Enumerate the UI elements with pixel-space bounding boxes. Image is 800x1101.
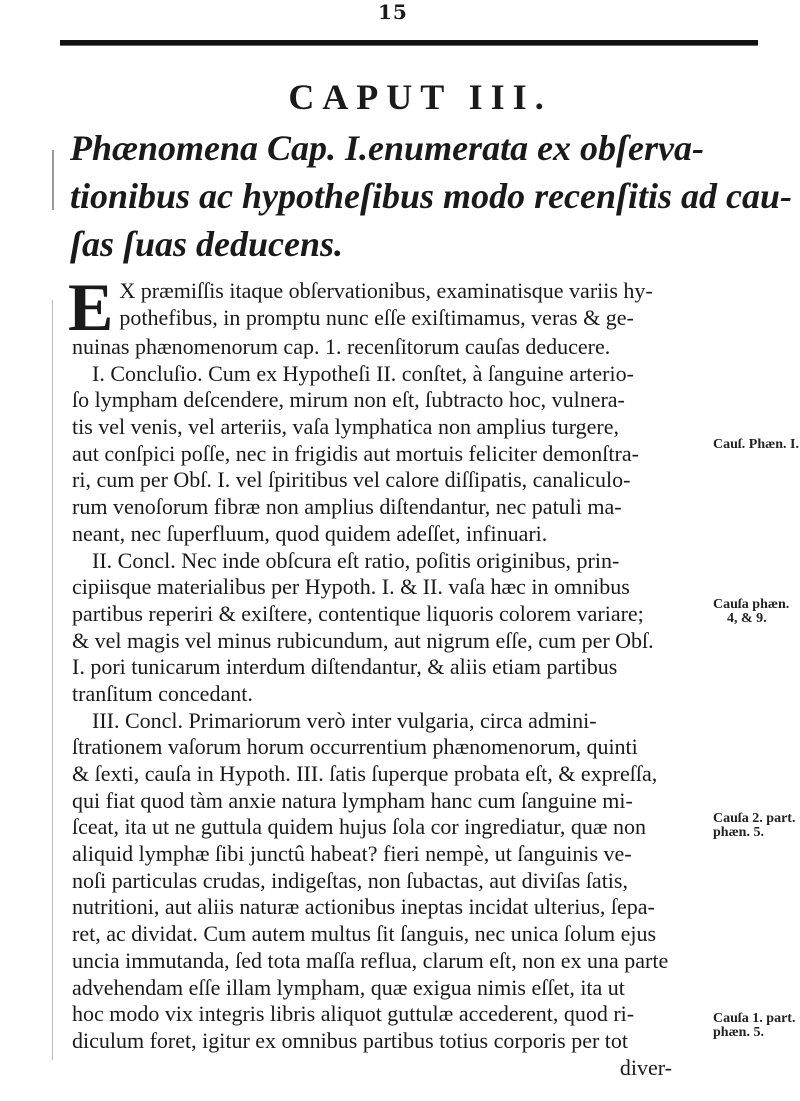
heading-line: Phænomena Cap. I.enumerata ex obſerva-	[70, 128, 704, 168]
margin-note-line: Cauſa 1. part.	[713, 1011, 796, 1026]
text-line: noſi particulas crudas, indigeſtas, non ſubactas, aut diviſas ſatis,	[72, 867, 628, 893]
text-line: nuinas phænomenorum cap. 1. recenſitorum cauſas deducere.	[72, 334, 611, 359]
text-line: hoc modo vix integris libris aliquot guttulæ accederent, quod ri-	[72, 1001, 635, 1027]
margin-note-line: Cauſa phæn.	[713, 597, 790, 612]
text-line: & vel magis vel minus rubicundum, aut nigrum eſſe, cum per Obſ.	[72, 627, 654, 653]
text-line: rum venoſorum fibræ non amplius diſtendantur, nec patuli ma-	[72, 494, 622, 520]
text-line: advehendam eſſe illam lympham, quæ exigua nimis eſſet, ita ut	[72, 974, 625, 1000]
text-line: aut conſpici poſſe, nec in frigidis aut mortuis feliciter demonſtra-	[72, 440, 639, 466]
text-line: I. pori tunicarum interdum diſtendantur, & aliis etiam partibus	[72, 654, 618, 680]
text-line: tis vel venis, vel arteriis, vaſa lymphatica non amplius turgere,	[72, 414, 620, 440]
text-line: cipiisque materialibus per Hypoth. I. & II. vaſa hæc in omnibus	[72, 574, 630, 600]
text-line: III. Concl. Primariorum verò inter vulgaria, circa admini-	[92, 707, 597, 733]
margin-note-line: 4, & 9.	[727, 611, 767, 626]
text-line: II. Concl. Nec inde obſcura eſt ratio, poſitis originibus, prin-	[92, 547, 620, 573]
catchword: diver-	[619, 1054, 672, 1080]
text-line: aliquid lymphæ ſibi junctû habeat? fieri nempè, ut ſanguinis ve-	[72, 841, 632, 867]
margin-note	[713, 438, 800, 452]
page-edge-mark	[52, 300, 53, 1060]
chapter-heading	[70, 124, 793, 268]
text-line: ri, cum per Obſ. I. vel ſpiritibus vel calore diſſipatis, canaliculo-	[72, 467, 631, 493]
body-text	[68, 269, 712, 1081]
text-line: ſceat, ita ut ne guttula quidem hujus ſola cor ingrediatur, quæ non	[72, 814, 647, 840]
heading-line: tionibus ac hypotheſibus modo recenſitis ad cau-	[70, 176, 793, 216]
text-line: I. Concluſio. Cum ex Hypotheſi II. conſtet, à ſanguine arterio-	[92, 360, 634, 386]
margin-note-line: Cauſ. Phæn. I.	[713, 437, 799, 452]
text-line: tranſitum concedant.	[72, 680, 253, 706]
page-number: 15	[378, 0, 408, 24]
chapter-label: CAPUT III.	[288, 77, 552, 117]
text-line: ſtrationem vaſorum horum occurrentium phænomenorum, quinti	[72, 734, 638, 760]
text-line: neant, nec ſuperfluum, quod quidem adeſſet, infinuari.	[72, 520, 548, 546]
text-line: uncia immutanda, ſed tota maſſa reflua, clarum eſt, non ex una parte	[72, 947, 669, 973]
text-line: ret, ac dividat. Cum autem multus ſit ſanguis, nec unica ſolum ejus	[72, 921, 657, 947]
margin-note	[713, 598, 800, 626]
header-rule	[60, 40, 758, 46]
text-line: qui fiat quod tàm anxie natura lympham hanc cum ſanguine mi-	[72, 787, 633, 813]
text-line: & ſexti, cauſa in Hypoth. III. ſatis ſuperque probata eſt, & expreſſa,	[72, 761, 658, 786]
text-line: X præmiſſis itaque obſervationibus, examinatisque variis hy-	[119, 278, 653, 303]
drop-cap: E	[68, 269, 114, 345]
text-line: nutritioni, aut aliis naturæ actionibus ineptas incidat ulterius, ſepa-	[72, 894, 655, 920]
text-line: pothefibus, in promptu nunc eſſe exiſtimamus, veras & ge-	[119, 304, 634, 330]
text-line: ſo lympham deſcendere, mirum non eſt, ſubtracto hoc, vulnera-	[72, 387, 625, 413]
margin-note-line: phæn. 5.	[713, 825, 764, 840]
text-line: diculum foret, igitur ex omnibus partibus totius corporis per tot	[72, 1027, 629, 1053]
heading-line: ſas ſuas deducens.	[70, 224, 344, 264]
page-edge-mark	[52, 150, 54, 210]
margin-note	[713, 812, 800, 840]
text-line: partibus reperiri & exiſtere, contentique liquoris colorem variare;	[72, 600, 644, 626]
margin-note-line: phæn. 5.	[713, 1025, 764, 1040]
margin-note-line: Cauſa 2. part.	[713, 811, 796, 826]
margin-note	[713, 1012, 800, 1040]
